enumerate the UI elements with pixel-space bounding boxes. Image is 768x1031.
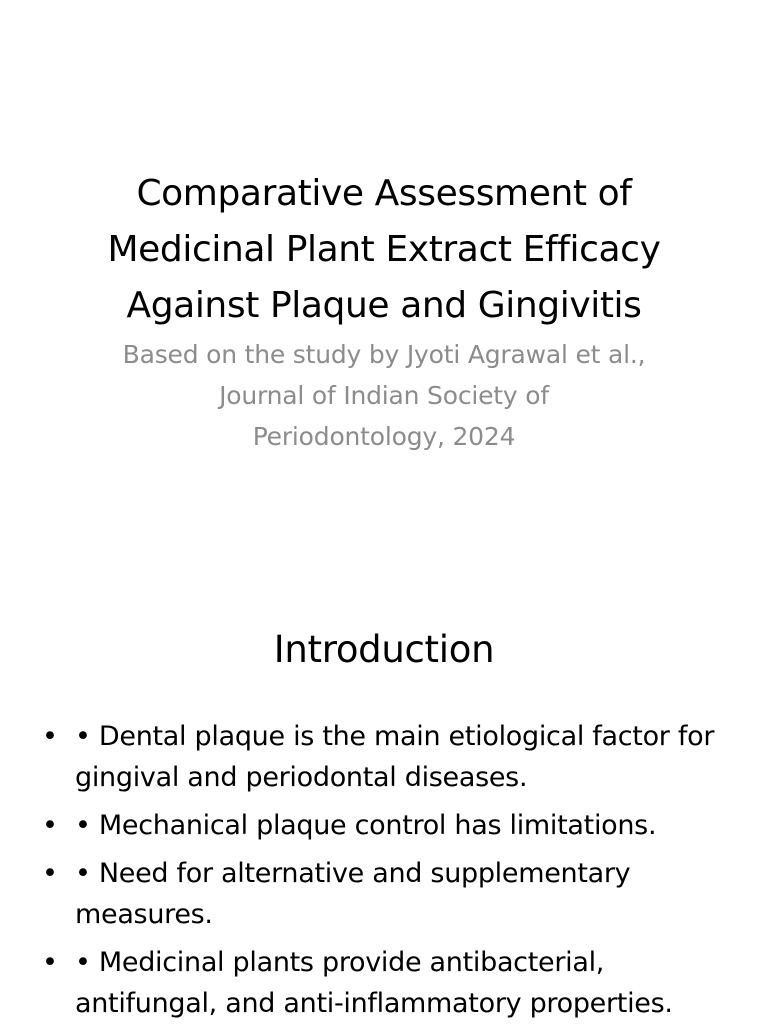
bullet-text: • Medicinal plants provide antibacterial, antifungal, and anti-inflammatory properties. — [75, 947, 673, 1019]
list-item — [40, 853, 740, 935]
bullet-icon: • — [42, 721, 58, 752]
bullet-text: • Mechanical plaque control has limitations. — [75, 810, 657, 841]
introduction-slide — [0, 576, 768, 1024]
list-item — [40, 805, 740, 846]
introduction-heading: Introduction — [273, 628, 495, 671]
slide-subtitle: Based on the study by Jyoti Agrawal et al., Journal of Indian Society of Periodontology, 2024 — [122, 340, 646, 451]
list-item — [40, 942, 740, 1024]
introduction-bullet-list — [40, 716, 740, 1031]
bullet-icon: • — [42, 810, 58, 841]
bullet-icon: • — [42, 947, 58, 978]
bullet-icon: • — [42, 858, 58, 889]
bullet-text: • Dental plaque is the main etiological factor for gingival and periodontal diseases. — [75, 721, 715, 793]
slide-title: Comparative Assessment of Medicinal Plant Extract Efficacy Against Plaque and Gingivitis — [107, 173, 661, 326]
bullet-text: • Need for alternative and supplementary measures. — [75, 858, 631, 930]
list-item — [40, 716, 740, 798]
